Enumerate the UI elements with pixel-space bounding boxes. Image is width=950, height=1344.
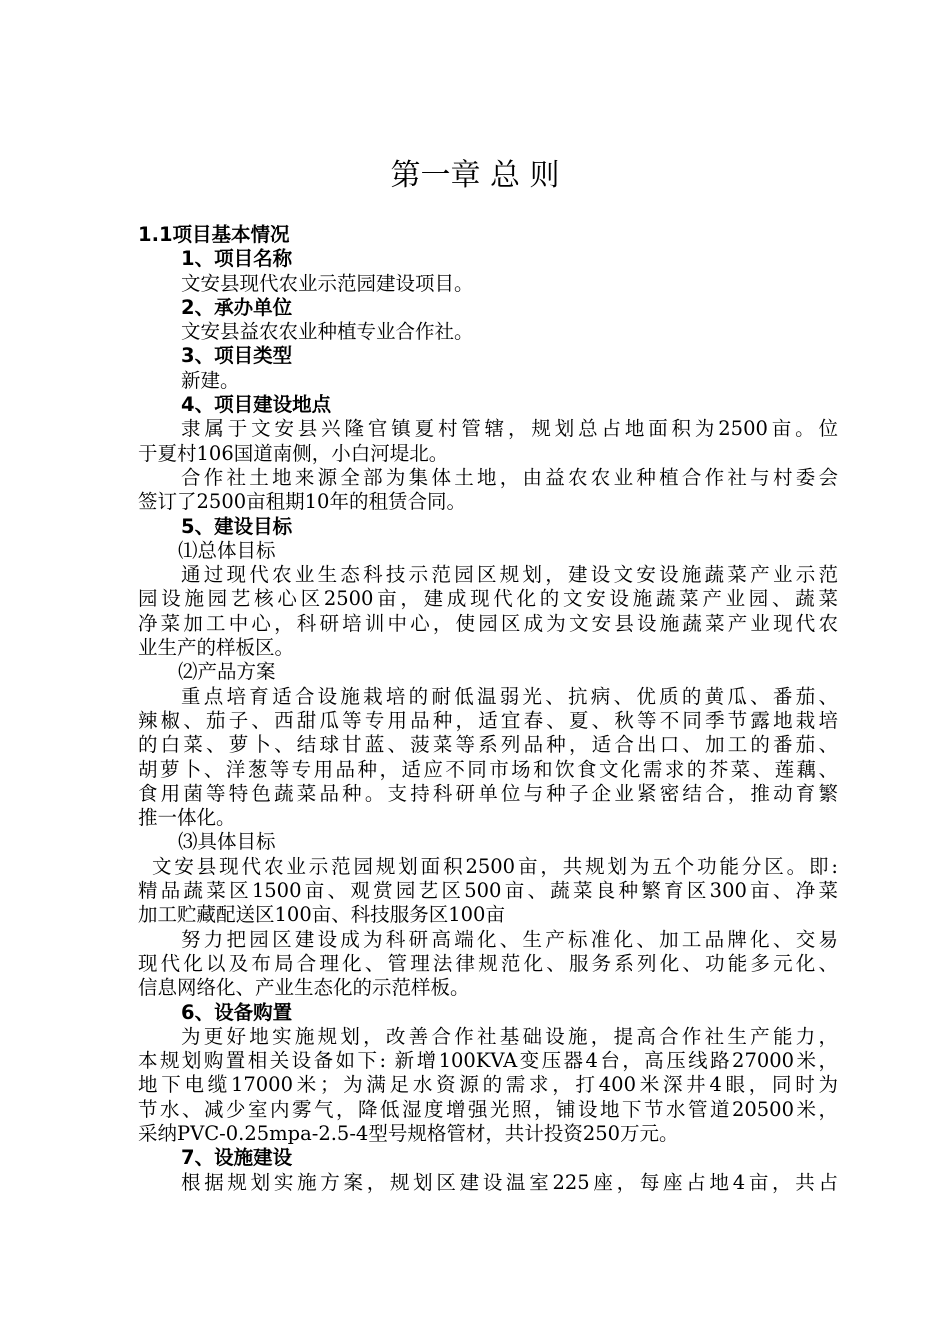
paragraph-line: 的白菜、萝卜、结球甘蓝、菠菜等系列品种，适合出口、加工的番茄、 bbox=[138, 733, 838, 757]
chapter-title: 第一章 总 则 bbox=[390, 158, 560, 193]
subheading: ⑶具体目标 bbox=[178, 830, 276, 854]
paragraph-line: 隶属于文安县兴隆官镇夏村管辖，规划总占地面积为2500亩。位 bbox=[181, 417, 838, 441]
paragraph-line: 加工贮藏配送区100亩、科技服务区100亩 bbox=[138, 903, 505, 927]
paragraph-line: 推一体化。 bbox=[138, 806, 236, 830]
paragraph-line: 努力把园区建设成为科研高端化、生产标准化、加工品牌化、交易 bbox=[181, 927, 838, 951]
paragraph-line: 净菜加工中心，科研培训中心，使园区成为文安县设施蔬菜产业现代农 bbox=[138, 611, 838, 635]
paragraph-line: 现代化以及布局合理化、管理法律规范化、服务系列化、功能多元化、 bbox=[138, 951, 838, 975]
paragraph-line: 通过现代农业生态科技示范园区规划，建设文安设施蔬菜产业示范 bbox=[181, 563, 838, 587]
section-heading: 1.1项目基本情况 bbox=[138, 223, 290, 246]
paragraph-line: 业生产的样板区。 bbox=[138, 636, 295, 660]
paragraph-line: 新建。 bbox=[181, 368, 240, 392]
paragraph-line: 签订了2500亩租期10年的租赁合同。 bbox=[138, 490, 466, 514]
subheading: ⑵产品方案 bbox=[178, 660, 276, 684]
paragraph-line: 园设施园艺核心区2500亩，建成现代化的文安设施蔬菜产业园、蔬菜 bbox=[138, 587, 838, 611]
paragraph-line: 为更好地实施规划，改善合作社基础设施，提高合作社生产能力， bbox=[181, 1024, 838, 1048]
paragraph-line: 精品蔬菜区1500亩、观赏园艺区500亩、蔬菜良种繁育区300亩、净菜 bbox=[138, 879, 838, 903]
subsection-heading: 5、建设目标 bbox=[181, 514, 293, 538]
subsection-heading: 2、承办单位 bbox=[181, 295, 293, 319]
paragraph-line: 合作社土地来源全部为集体土地，由益农农业种植合作社与村委会 bbox=[181, 465, 838, 489]
paragraph-line: 于夏村106国道南侧，小白河堤北。 bbox=[138, 441, 449, 465]
paragraph-line: 胡萝卜、洋葱等专用品种，适应不同市场和饮食文化需求的芥菜、莲藕、 bbox=[138, 757, 838, 781]
subsection-heading: 6、设备购置 bbox=[181, 1000, 293, 1024]
paragraph-line: 采纳PVC-0.25mpa-2.5-4型号规格管材，共计投资250万元。 bbox=[138, 1121, 679, 1145]
paragraph-line: 信息网络化、产业生态化的示范样板。 bbox=[138, 976, 470, 1000]
paragraph-line: 重点培育适合设施栽培的耐低温弱光、抗病、优质的黄瓜、番茄、 bbox=[181, 684, 838, 708]
subsection-heading: 4、项目建设地点 bbox=[181, 393, 332, 417]
paragraph-line: 文安县益农农业种植专业合作社。 bbox=[181, 320, 474, 344]
subsection-heading: 1、项目名称 bbox=[181, 247, 293, 271]
paragraph-line: 辣椒、茄子、西甜瓜等专用品种，适宜春、夏、秋等不同季节露地栽培 bbox=[138, 708, 838, 732]
paragraph-line: 地下电缆17000米；为满足水资源的需求，打400米深井4眼，同时为 bbox=[138, 1073, 838, 1097]
paragraph-line: 文安县现代农业示范园建设项目。 bbox=[181, 271, 474, 295]
paragraph-line: 本规划购置相关设备如下: 新增100KVA变压器4台，高压线路27000米， bbox=[138, 1049, 838, 1073]
document-body bbox=[138, 223, 838, 1195]
paragraph-line: 节水、减少室内雾气，降低湿度增强光照，铺设地下节水管道20500米， bbox=[138, 1097, 838, 1121]
subsection-heading: 3、项目类型 bbox=[181, 344, 293, 368]
paragraph-line: 根据规划实施方案，规划区建设温室225座，每座占地4亩，共占 bbox=[181, 1170, 838, 1194]
subheading: ⑴总体目标 bbox=[178, 538, 276, 562]
paragraph-line: 食用菌等特色蔬菜品种。支持科研单位与种子企业紧密结合，推动育繁 bbox=[138, 781, 838, 805]
subsection-heading: 7、设施建设 bbox=[181, 1146, 293, 1170]
paragraph-line: 文安县现代农业示范园规划面积2500亩，共规划为五个功能分区。即: bbox=[152, 854, 838, 878]
